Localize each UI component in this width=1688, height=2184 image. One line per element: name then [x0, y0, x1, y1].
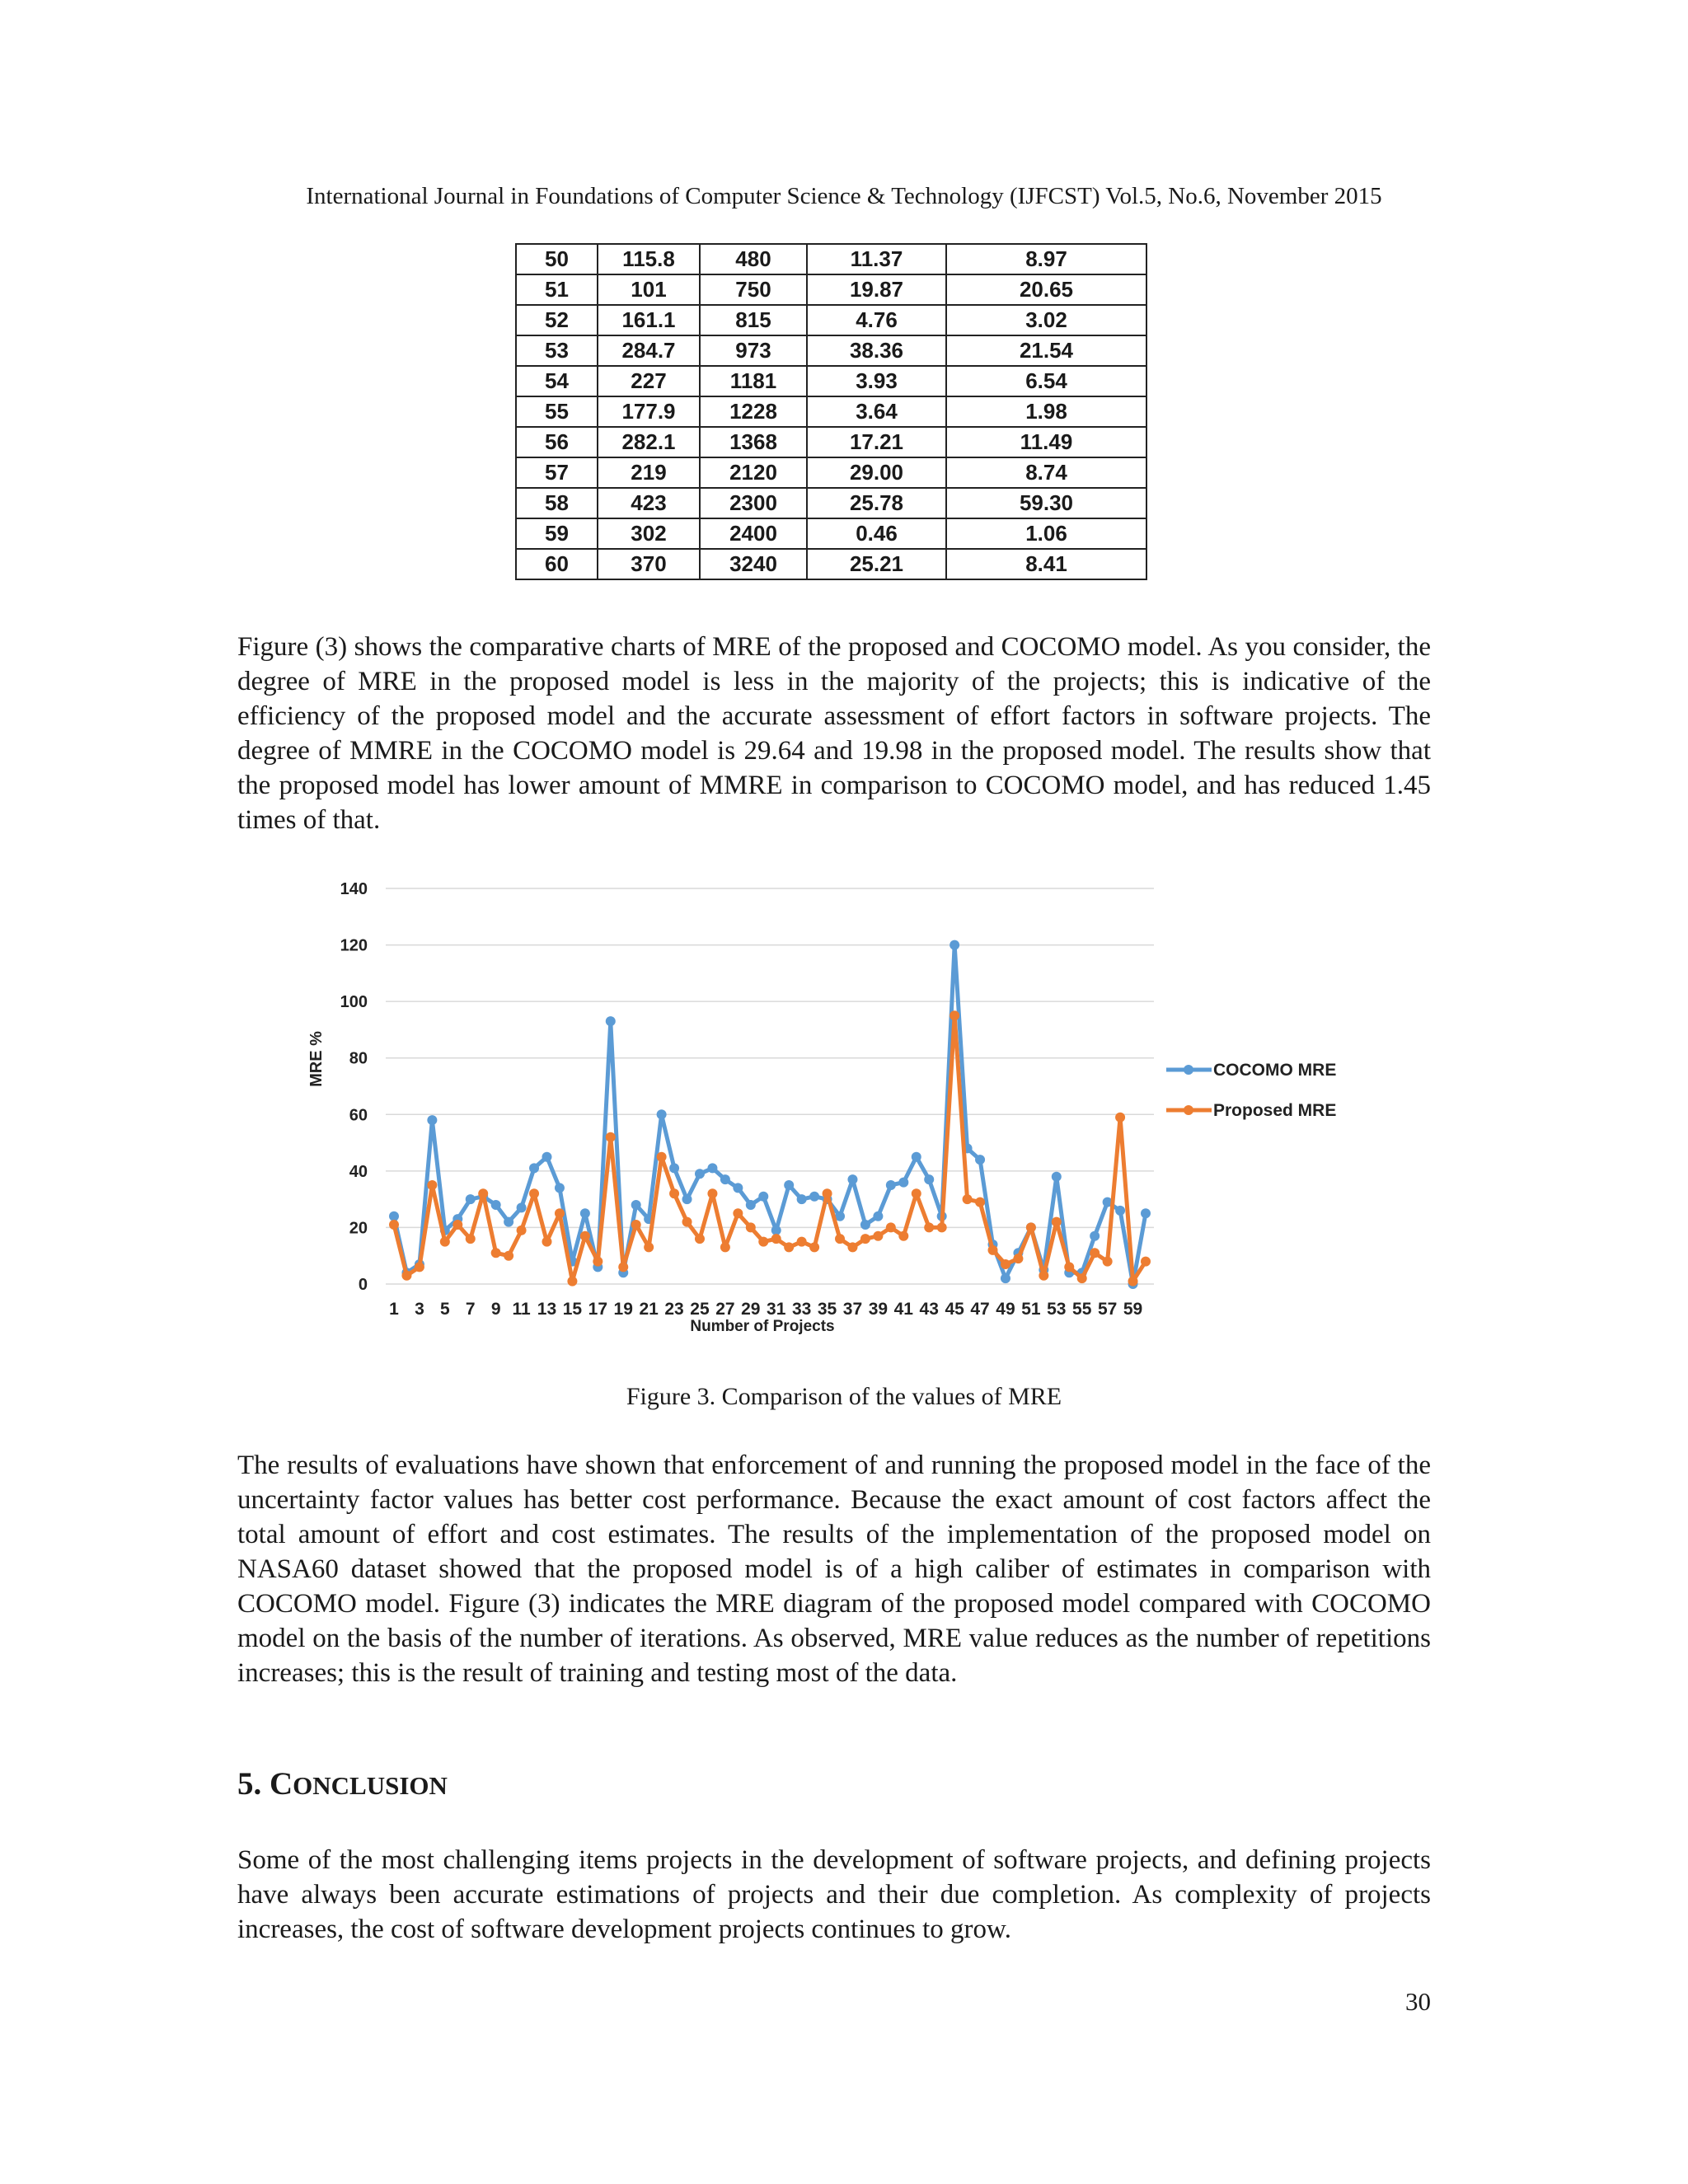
chart-y-tick-label: 140	[340, 880, 368, 898]
chart-x-tick-label: 33	[791, 1300, 812, 1319]
data-point	[733, 1183, 743, 1193]
paragraph-conclusion: Some of the most challenging items projects in the development of software projects, and defining projects have always been accurate estimations of projects and their due completion. As complexity of projects increases, the cost of software development projects continues to grow.	[237, 1845, 1431, 1944]
data-point	[529, 1188, 539, 1198]
data-point	[847, 1174, 857, 1184]
data-point	[1090, 1248, 1100, 1258]
table-row	[516, 549, 1146, 579]
data-point	[593, 1257, 603, 1267]
data-point	[720, 1242, 730, 1252]
chart-x-tick-label: 1	[389, 1300, 399, 1319]
data-point	[529, 1163, 539, 1173]
table-cell: 2120	[700, 457, 807, 488]
table-cell: 2300	[700, 488, 807, 518]
data-point	[1128, 1277, 1138, 1286]
table-cell: 480	[700, 244, 807, 274]
table-row	[516, 366, 1146, 396]
data-point	[644, 1242, 654, 1252]
paragraph-evaluation-results: The results of evaluations have shown that enforcement of and running the proposed model in the face of the uncertainty factor values has better cost performance. Because the exact amount of cost factors affect the total amount of effort and cost estimates. The results of the implementation of the proposed model on NASA60 dataset showed that the proposed model is of a high caliber of estimates in comparison with COCOMO model. Figure (3) indicates the MRE diagram of the proposed model compared with COCOMO model on the basis of the number of iterations. As observed, MRE value reduces as the number of repetitions increases; this is the result of training and testing most of the data.	[237, 1451, 1431, 1688]
chart-x-tick-label: 3	[415, 1300, 424, 1319]
data-point	[440, 1237, 450, 1247]
data-point	[835, 1234, 845, 1244]
data-point	[975, 1197, 985, 1207]
data-point	[1052, 1172, 1062, 1182]
chart-x-tick-label: 47	[970, 1300, 990, 1319]
data-point	[1103, 1257, 1113, 1267]
data-point	[809, 1192, 819, 1202]
data-point	[517, 1226, 527, 1235]
data-point	[580, 1231, 590, 1241]
chart-y-axis-label: MRE %	[307, 1031, 326, 1087]
chart-x-tick-label: 21	[639, 1300, 659, 1319]
chart-y-tick-label: 120	[340, 936, 368, 955]
chart-x-tick-label: 57	[1097, 1300, 1118, 1319]
table-cell: 370	[598, 549, 700, 579]
paragraph-mre-comparison: Figure (3) shows the comparative charts of MRE of the proposed and COCOMO model. As you consider, the degree of MRE in the proposed model is less in the majority of the projects; this is indicative of the efficiency of the proposed model and the accurate assessment of effort factors in software projects. The degree of MMRE in the COCOMO model is 29.64 and 19.98 in the proposed model. The results show that the proposed model has lower amount of MMRE in comparison to COCOMO model, and has reduced 1.45 times of that.	[237, 632, 1431, 835]
mre-comparison-chart	[297, 865, 1401, 1352]
data-point	[707, 1163, 717, 1173]
chart-y-tick-labels	[340, 880, 368, 1294]
data-point	[924, 1222, 934, 1232]
table-cell: 58	[516, 488, 598, 518]
legend-cocomo-marker	[1184, 1065, 1193, 1075]
chart-y-tick-label: 100	[340, 993, 368, 1012]
data-point	[491, 1248, 501, 1258]
chart-x-tick-label: 49	[996, 1300, 1015, 1319]
page-number: 30	[1405, 1987, 1431, 2016]
data-point	[898, 1231, 908, 1241]
table-cell: 227	[598, 366, 700, 396]
data-point	[937, 1222, 947, 1232]
table-cell: 25.78	[807, 488, 946, 518]
journal-header: International Journal in Foundations of Computer Science & Technology (IJFCST) Vol.5, No.6, November 2015	[306, 183, 1382, 209]
table-cell: 21.54	[946, 335, 1146, 366]
table-cell: 29.00	[807, 457, 946, 488]
data-point	[950, 940, 959, 950]
data-point	[669, 1163, 679, 1173]
table-cell: 284.7	[598, 335, 700, 366]
table-row	[516, 488, 1146, 518]
chart-y-tick-label: 80	[349, 1049, 368, 1068]
table-cell: 60	[516, 549, 598, 579]
table-cell: 0.46	[807, 518, 946, 549]
data-point	[669, 1188, 679, 1198]
chart-x-tick-label: 23	[664, 1300, 684, 1319]
table-cell: 282.1	[598, 427, 700, 457]
table-row	[516, 396, 1146, 427]
data-point	[695, 1234, 705, 1244]
table-cell: 750	[700, 274, 807, 305]
table-cell: 423	[598, 488, 700, 518]
table-row	[516, 457, 1146, 488]
table-cell: 973	[700, 335, 807, 366]
data-point	[1090, 1231, 1100, 1241]
chart-y-tick-label: 20	[349, 1219, 368, 1238]
chart-x-tick-label: 39	[868, 1300, 889, 1319]
table-cell: 177.9	[598, 396, 700, 427]
data-point	[720, 1174, 730, 1184]
chart-y-tick-label: 0	[358, 1276, 368, 1294]
data-point	[491, 1200, 501, 1210]
data-point	[912, 1188, 921, 1198]
data-point	[912, 1152, 921, 1162]
table-row	[516, 244, 1146, 274]
data-point	[466, 1194, 476, 1204]
legend-proposed-marker	[1184, 1105, 1193, 1115]
data-point	[950, 1010, 959, 1020]
data-point	[682, 1194, 692, 1204]
data-point	[707, 1188, 717, 1198]
table-cell: 8.74	[946, 457, 1146, 488]
table-cell: 302	[598, 518, 700, 549]
table-cell: 56	[516, 427, 598, 457]
series-proposed	[389, 1010, 1151, 1286]
data-point	[1064, 1262, 1074, 1272]
data-point	[847, 1242, 857, 1252]
chart-y-tick-label: 40	[349, 1162, 368, 1181]
data-point	[517, 1202, 527, 1212]
data-point	[963, 1194, 973, 1204]
data-point	[606, 1016, 616, 1026]
chart-x-tick-label: 51	[1021, 1300, 1041, 1319]
chart-x-tick-label: 7	[465, 1300, 476, 1319]
chart-x-tick-label: 27	[715, 1300, 735, 1319]
table-cell: 59.30	[946, 488, 1146, 518]
data-point	[797, 1237, 807, 1247]
data-point	[389, 1220, 399, 1230]
table-row	[516, 335, 1146, 366]
section-heading-number: 5. C	[237, 1766, 293, 1802]
section-heading-title: ONCLUSION	[293, 1771, 448, 1800]
chart-x-tick-label: 9	[490, 1300, 501, 1319]
table-cell: 101	[598, 274, 700, 305]
data-point	[733, 1208, 743, 1218]
legend-cocomo-label: COCOMO MRE	[1213, 1061, 1337, 1080]
chart-x-tick-label: 45	[945, 1300, 964, 1319]
data-point	[758, 1237, 768, 1247]
data-point	[631, 1200, 641, 1210]
data-point	[1052, 1217, 1062, 1227]
table-cell: 25.21	[807, 549, 946, 579]
table-cell: 1.06	[946, 518, 1146, 549]
table-cell: 20.65	[946, 274, 1146, 305]
chart-x-tick-label: 55	[1072, 1300, 1092, 1319]
chart-x-axis-label: Number of Projects	[690, 1318, 835, 1335]
data-point	[427, 1180, 437, 1190]
chart-x-tick-label: 41	[893, 1300, 913, 1319]
table-cell: 11.49	[946, 427, 1146, 457]
data-point	[504, 1251, 513, 1261]
data-point	[784, 1180, 794, 1190]
table-cell: 38.36	[807, 335, 946, 366]
chart-x-tick-label: 29	[741, 1300, 761, 1319]
data-point	[466, 1234, 476, 1244]
chart-x-tick-label: 17	[588, 1300, 608, 1319]
table-cell: 52	[516, 305, 598, 335]
data-point	[784, 1242, 794, 1252]
data-point	[542, 1237, 551, 1247]
data-point	[975, 1155, 985, 1165]
chart-x-tick-label: 37	[842, 1300, 863, 1319]
chart-x-tick-labels	[389, 1300, 1142, 1319]
data-point	[1001, 1273, 1010, 1283]
table-cell: 1.98	[946, 396, 1146, 427]
chart-gridlines	[386, 888, 1154, 1284]
table-cell: 1228	[700, 396, 807, 427]
table-cell: 115.8	[598, 244, 700, 274]
data-point	[427, 1115, 437, 1125]
data-point	[452, 1220, 462, 1230]
data-point	[924, 1174, 934, 1184]
data-point	[1115, 1113, 1125, 1122]
chart-x-tick-label: 35	[817, 1300, 837, 1319]
data-point	[1141, 1257, 1151, 1267]
chart-x-tick-label: 15	[562, 1300, 583, 1319]
data-point	[886, 1180, 896, 1190]
chart-y-tick-label: 60	[349, 1106, 368, 1125]
data-point	[567, 1277, 577, 1286]
data-point	[657, 1109, 667, 1119]
chart-legend	[1166, 1061, 1336, 1120]
table-cell: 815	[700, 305, 807, 335]
data-point	[555, 1208, 565, 1218]
table-cell: 57	[516, 457, 598, 488]
data-point	[898, 1178, 908, 1188]
data-point	[682, 1217, 692, 1227]
table-cell: 2400	[700, 518, 807, 549]
data-point	[606, 1132, 616, 1142]
data-point	[695, 1169, 705, 1179]
data-point	[415, 1262, 424, 1272]
chart-x-tick-label: 31	[767, 1300, 786, 1319]
data-point	[1026, 1222, 1036, 1232]
table-row	[516, 305, 1146, 335]
table-cell: 6.54	[946, 366, 1146, 396]
table-row	[516, 427, 1146, 457]
chart-x-tick-label: 25	[690, 1300, 710, 1319]
data-point	[1001, 1259, 1010, 1269]
table-cell: 1368	[700, 427, 807, 457]
data-point	[478, 1188, 488, 1198]
data-point	[401, 1271, 411, 1281]
data-point	[886, 1222, 896, 1232]
data-point	[860, 1220, 870, 1230]
data-point	[1077, 1273, 1087, 1283]
data-point	[746, 1200, 756, 1210]
chart-x-tick-label: 11	[512, 1300, 531, 1319]
table-cell: 51	[516, 274, 598, 305]
table-cell: 3.93	[807, 366, 946, 396]
results-table	[515, 243, 1147, 580]
results-table-body	[516, 244, 1146, 579]
data-point	[771, 1234, 781, 1244]
data-point	[389, 1212, 399, 1221]
table-cell: 19.87	[807, 274, 946, 305]
data-point	[988, 1245, 998, 1255]
data-point	[873, 1212, 883, 1221]
table-cell: 53	[516, 335, 598, 366]
table-cell: 50	[516, 244, 598, 274]
table-cell: 3240	[700, 549, 807, 579]
data-point	[797, 1194, 807, 1204]
data-point	[746, 1222, 756, 1232]
data-point	[873, 1231, 883, 1241]
data-point	[860, 1234, 870, 1244]
table-cell: 3.64	[807, 396, 946, 427]
table-cell: 161.1	[598, 305, 700, 335]
data-point	[580, 1208, 590, 1218]
chart-x-tick-label: 5	[439, 1300, 450, 1319]
data-point	[758, 1192, 768, 1202]
table-cell: 4.76	[807, 305, 946, 335]
data-point	[555, 1183, 565, 1193]
chart-x-tick-label: 19	[613, 1300, 633, 1319]
table-cell: 17.21	[807, 427, 946, 457]
table-row	[516, 518, 1146, 549]
data-point	[809, 1242, 819, 1252]
data-point	[771, 1226, 781, 1235]
table-cell: 219	[598, 457, 700, 488]
data-point	[1115, 1206, 1125, 1216]
data-point	[1141, 1208, 1151, 1218]
data-point	[631, 1220, 641, 1230]
table-cell: 54	[516, 366, 598, 396]
data-point	[542, 1152, 551, 1162]
chart-x-tick-label: 43	[919, 1300, 939, 1319]
data-point	[1039, 1271, 1048, 1281]
table-cell: 8.41	[946, 549, 1146, 579]
chart-x-tick-label: 53	[1047, 1300, 1067, 1319]
figure-caption: Figure 3. Comparison of the values of MRE	[626, 1383, 1062, 1410]
table-row	[516, 274, 1146, 305]
table-cell: 1181	[700, 366, 807, 396]
data-point	[657, 1152, 667, 1162]
section-heading-conclusion	[237, 1765, 448, 1802]
chart-x-tick-label: 59	[1123, 1300, 1143, 1319]
data-point	[823, 1188, 832, 1198]
table-cell: 11.37	[807, 244, 946, 274]
legend-proposed-label: Proposed MRE	[1213, 1101, 1337, 1120]
table-cell: 8.97	[946, 244, 1146, 274]
table-cell: 3.02	[946, 305, 1146, 335]
data-point	[1013, 1254, 1023, 1263]
chart-x-tick-label: 13	[537, 1300, 557, 1319]
data-point	[504, 1217, 513, 1227]
series-line	[394, 1015, 1146, 1281]
table-cell: 59	[516, 518, 598, 549]
table-cell: 55	[516, 396, 598, 427]
data-point	[618, 1262, 628, 1272]
